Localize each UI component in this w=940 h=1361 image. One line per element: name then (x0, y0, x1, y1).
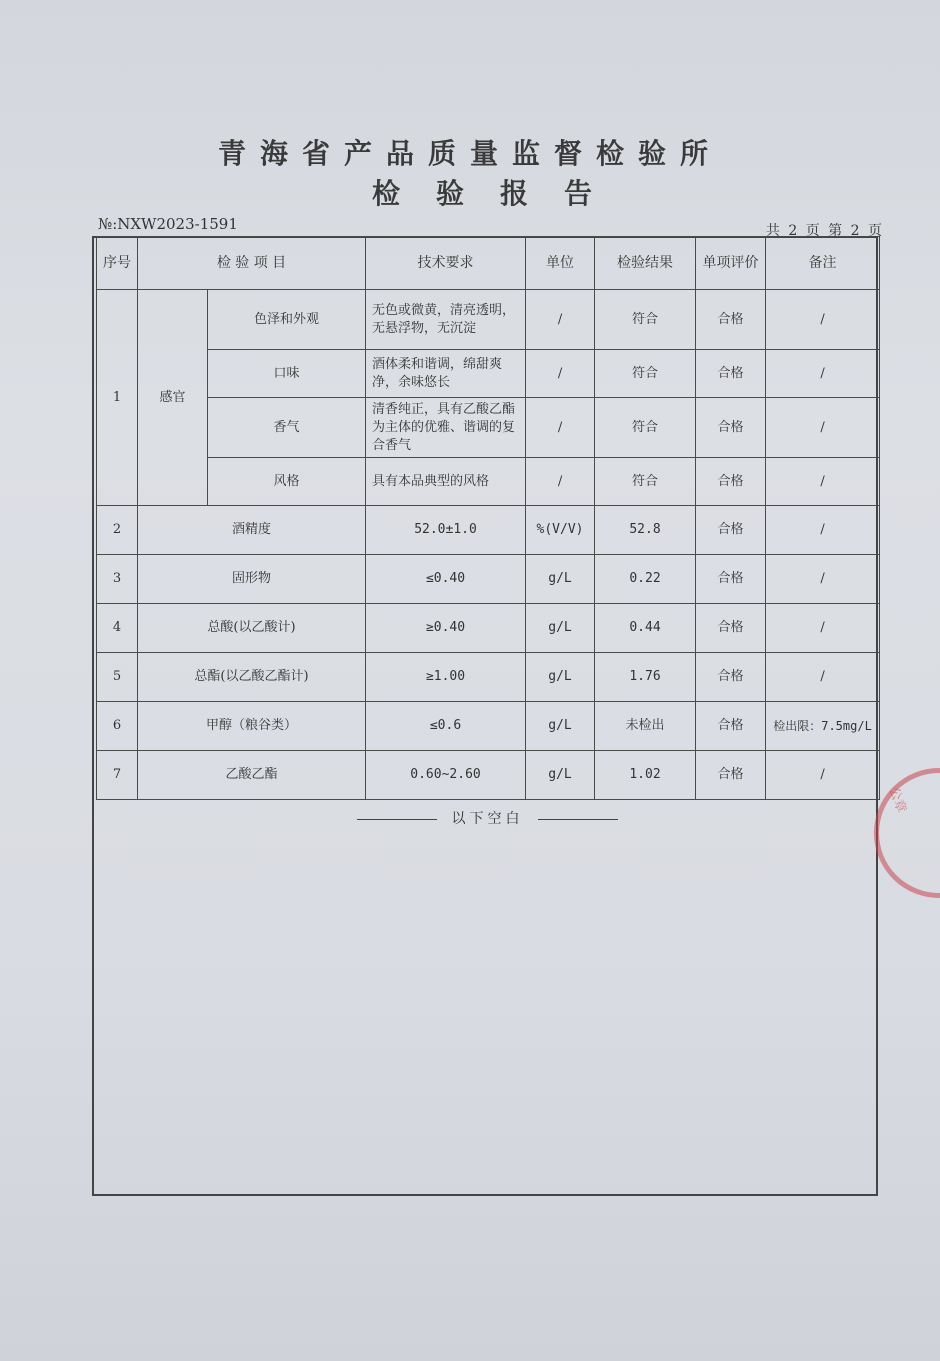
table-row (97, 653, 880, 702)
row-no: 2 (97, 506, 138, 555)
table-row (97, 506, 880, 555)
row-result: 52.8 (595, 506, 696, 555)
row-result: 1.02 (595, 751, 696, 800)
table-row (97, 290, 880, 350)
report-institution-title: 青海省产品质量监督检验所 (217, 137, 722, 170)
row-result: 未检出 (595, 702, 696, 751)
row-result: 符合 (595, 350, 696, 398)
row-unit: / (526, 458, 595, 506)
row-no: 3 (97, 555, 138, 604)
row-remark: / (766, 506, 880, 555)
table-row (97, 458, 880, 506)
row-item: 乙酸乙酯 (138, 751, 366, 800)
row-result: 0.22 (595, 555, 696, 604)
row-item: 香气 (208, 398, 366, 458)
row-result: 符合 (595, 398, 696, 458)
row-remark: / (766, 350, 880, 398)
row-evaluation: 合格 (696, 398, 766, 458)
page-info: 共 2 页 第 2 页 (765, 223, 884, 239)
row-requirement: 清香纯正，具有乙酸乙酯为主体的优雅、谐调的复合香气 (366, 398, 526, 458)
row-evaluation: 合格 (696, 506, 766, 555)
blank-below-marker (96, 808, 879, 828)
row-evaluation: 合格 (696, 653, 766, 702)
row-requirement: 无色或微黄，清亮透明，无悬浮物，无沉淀 (366, 290, 526, 350)
row-evaluation: 合格 (696, 555, 766, 604)
table-header-row (97, 237, 880, 290)
row-unit: / (526, 290, 595, 350)
row-unit: g/L (526, 702, 595, 751)
row-item: 酒精度 (138, 506, 366, 555)
row-requirement: 52.0±1.0 (366, 506, 526, 555)
header-remark: 备注 (766, 237, 880, 290)
row-remark: / (766, 653, 880, 702)
row-remark: / (766, 751, 880, 800)
header-result: 检验结果 (595, 237, 696, 290)
table-row (97, 350, 880, 398)
row-unit: / (526, 350, 595, 398)
row-no: 6 (97, 702, 138, 751)
header-no: 序号 (97, 237, 138, 290)
row-unit: %(V/V) (526, 506, 595, 555)
header-requirement: 技术要求 (366, 237, 526, 290)
row-remark: / (766, 458, 880, 506)
row-no: 5 (97, 653, 138, 702)
row-result: 0.44 (595, 604, 696, 653)
table-row (97, 398, 880, 458)
header-unit: 单位 (526, 237, 595, 290)
blank-below-text: 以下空白 (451, 811, 524, 827)
row-requirement: ≥1.00 (366, 653, 526, 702)
row-unit: g/L (526, 555, 595, 604)
row-unit: g/L (526, 653, 595, 702)
row-evaluation: 合格 (696, 702, 766, 751)
table-row (97, 751, 880, 800)
dash-left (357, 819, 437, 820)
row-item: 口味 (208, 350, 366, 398)
row-evaluation: 合格 (696, 751, 766, 800)
row-requirement: 0.60~2.60 (366, 751, 526, 800)
row-result: 符合 (595, 290, 696, 350)
row-remark: / (766, 604, 880, 653)
row-requirement: ≤0.6 (366, 702, 526, 751)
row-requirement: ≤0.40 (366, 555, 526, 604)
row-unit: / (526, 398, 595, 458)
row-item: 总酸(以乙酸计) (138, 604, 366, 653)
row-requirement: 具有本品典型的风格 (366, 458, 526, 506)
row-item: 甲醇（粮谷类） (138, 702, 366, 751)
row-evaluation: 合格 (696, 458, 766, 506)
row-remark: / (766, 398, 880, 458)
row-item: 固形物 (138, 555, 366, 604)
row-no: 1 (97, 290, 138, 506)
seal-text: 公章 (885, 785, 909, 815)
row-requirement: ≥0.40 (366, 604, 526, 653)
row-evaluation: 合格 (696, 290, 766, 350)
table-row (97, 604, 880, 653)
row-unit: g/L (526, 604, 595, 653)
row-unit: g/L (526, 751, 595, 800)
seal-ring (874, 768, 940, 898)
row-result: 1.76 (595, 653, 696, 702)
row-item: 总酯(以乙酸乙酯计) (138, 653, 366, 702)
report-number: №:NXW2023-1591 (98, 215, 238, 233)
row-result: 符合 (595, 458, 696, 506)
inspection-table (96, 236, 880, 800)
official-seal (860, 760, 940, 910)
row-no: 4 (97, 604, 138, 653)
row-remark: 检出限：7.5mg/L (766, 702, 880, 751)
report-subtitle: 检验报告 (371, 177, 628, 210)
dash-right (538, 819, 618, 820)
sensory-group: 感官 (138, 290, 208, 506)
row-evaluation: 合格 (696, 604, 766, 653)
row-no: 7 (97, 751, 138, 800)
table-row (97, 702, 880, 751)
header-item: 检 验 项 目 (138, 237, 366, 290)
row-remark: / (766, 555, 880, 604)
table-row (97, 555, 880, 604)
row-requirement: 酒体柔和谐调，绵甜爽净，余味悠长 (366, 350, 526, 398)
row-item: 风格 (208, 458, 366, 506)
row-evaluation: 合格 (696, 350, 766, 398)
row-remark: / (766, 290, 880, 350)
row-item: 色泽和外观 (208, 290, 366, 350)
header-evaluation: 单项评价 (696, 237, 766, 290)
